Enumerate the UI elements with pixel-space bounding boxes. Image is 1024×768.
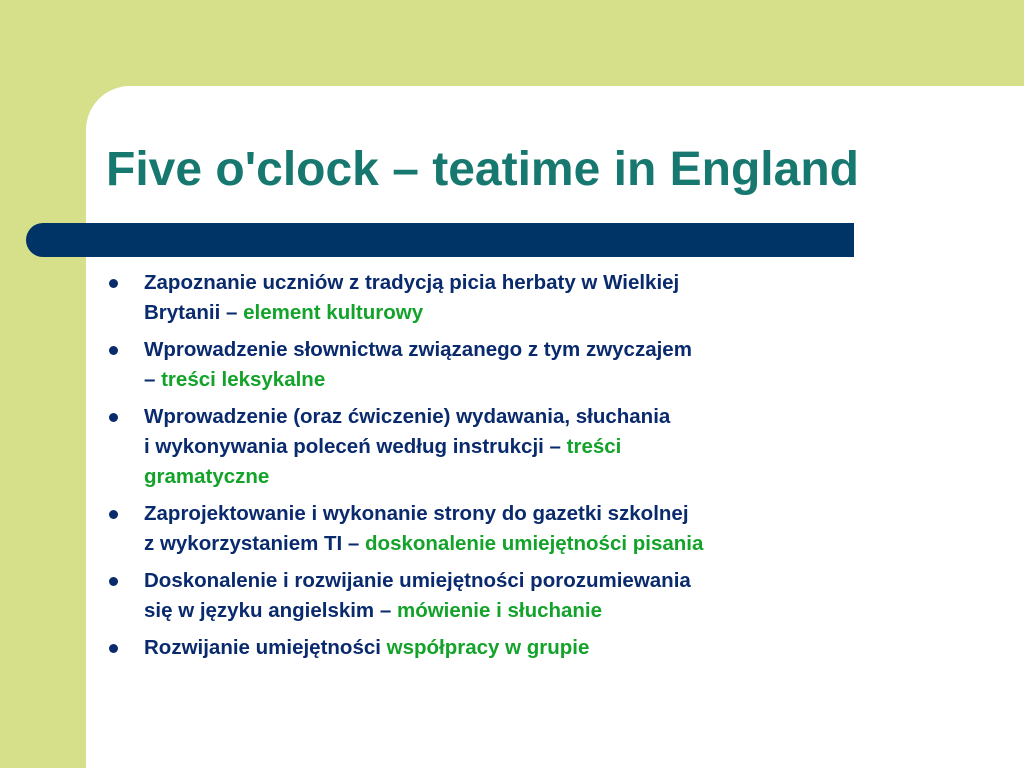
bullet-text: – [144,368,162,391]
bullet-text: Brytanii – [144,301,244,324]
bullet-text: Rozwijanie umiejętności [144,636,387,659]
bullet-line [144,596,940,626]
bullet-highlight: treści leksykalne [161,368,326,391]
bullet-line [144,268,940,298]
bullet-line [144,566,940,596]
bullet-text: i wykonywania poleceń według instrukcji – [144,435,567,458]
bullet-dot-icon [109,644,118,653]
bullet-line [144,432,940,462]
bullet-line [144,365,940,395]
bullet-dot-icon [109,279,118,288]
bullet-item [100,633,940,663]
bullet-highlight: współpracy w grupie [386,636,590,659]
bullet-line [144,499,940,529]
bullet-list [100,268,940,670]
bullet-highlight: mówienie i słuchanie [396,599,603,622]
bullet-text: Zapoznanie uczniów z tradycją picia herbaty w Wielkiej [144,271,680,294]
slide-title: Five o'clock – teatime in England [106,143,859,196]
bullet-line [144,335,940,365]
bullet-text: Wprowadzenie (oraz ćwiczenie) wydawania, słuchania [144,405,671,428]
bullet-text: Zaprojektowanie i wykonanie strony do gazetki szkolnej [144,502,689,525]
bullet-item [100,335,940,395]
title-underline-bar [26,223,854,257]
bullet-dot-icon [109,346,118,355]
bullet-item [100,402,940,492]
bullet-highlight: element kulturowy [243,301,424,324]
bullet-item [100,268,940,328]
bullet-item [100,566,940,626]
bullet-highlight: treści [566,435,622,458]
bullet-text: się w języku angielskim – [144,599,397,622]
bullet-line [144,529,940,559]
bullet-text: Doskonalenie i rozwijanie umiejętności porozumiewania [144,569,691,592]
bullet-item [100,499,940,559]
bullet-line [144,462,940,492]
bullet-line [144,633,940,663]
bullet-dot-icon [109,510,118,519]
bullet-line [144,298,940,328]
bullet-dot-icon [109,577,118,586]
bullet-text: Wprowadzenie słownictwa związanego z tym zwyczajem [144,338,692,361]
bullet-dot-icon [109,413,118,422]
bullet-highlight: gramatyczne [144,465,270,488]
bullet-highlight: doskonalenie umiejętności pisania [365,532,704,555]
bullet-line [144,402,940,432]
bullet-text: z wykorzystaniem TI – [144,532,366,555]
